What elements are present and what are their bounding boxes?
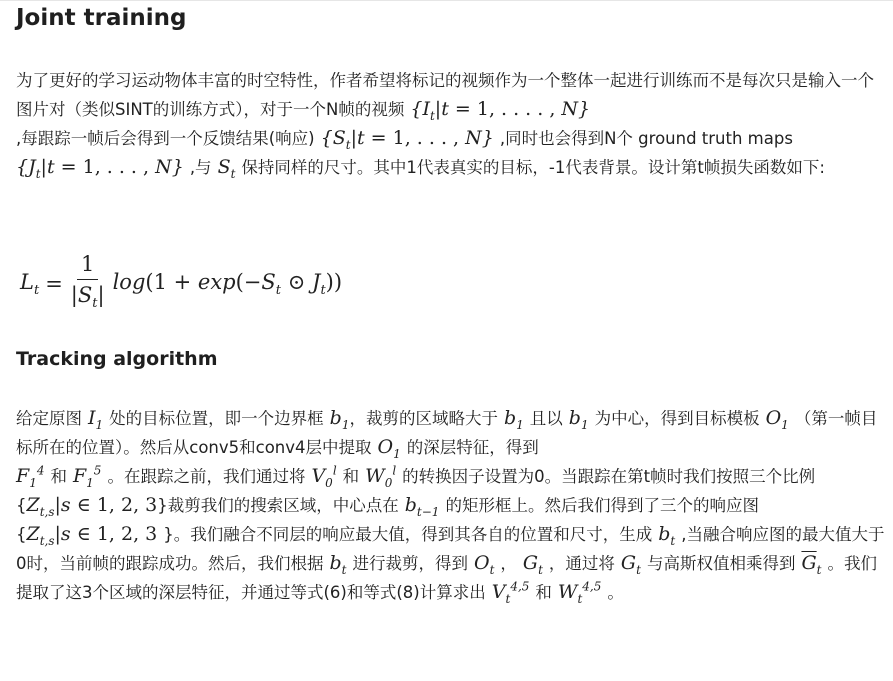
- loss-equation: $L_t$ = $\frac{1}{|S_t|}$ $\log(1 + \exp(-S_t$ ⊙ $J_t$)): [20, 251, 343, 312]
- math-o1: $O_1$: [765, 407, 789, 432]
- math-b1: $b_1$: [503, 407, 524, 432]
- math-wt45: $W_t^{4,5}$: [557, 579, 602, 606]
- text-run: 的矩形框上。然后我们得到了三个的响应图{: [16, 496, 759, 544]
- math-gt: $G_t$: [620, 552, 641, 577]
- text-run: ，通过将: [548, 554, 615, 573]
- text-run: 为了更好的学习运动物体丰富的时空特性，作者希望将标记的视频作为一个整体一起进行训练而不是每次只是输入一个图片对（类似SINT的训练方式），对于一个N帧的视频: [16, 71, 874, 119]
- math-zts-set: $Z_{t,s}|s$ ∈ 1, 2, 3: [26, 523, 158, 548]
- text-run: 且以: [529, 409, 563, 428]
- text-run: ，: [500, 554, 517, 573]
- text-run: ,同时也会得到N个 ground truth maps: [499, 129, 793, 148]
- text-run: 和: [50, 467, 67, 486]
- math-bt: $b_t$: [658, 523, 676, 548]
- math-gt-bar: $\overline{G}_t$: [801, 552, 822, 577]
- joint-training-paragraph: [16, 66, 886, 182]
- math-response-set: {$S_t|t = 1$, . . . , N}: [320, 127, 494, 152]
- text-run: }裁剪我们的搜索区域，中心点在: [157, 496, 399, 515]
- text-run: 。我们提取了这3个区域的深层特征，并通过等式(6)和等式(8)计算求出: [16, 554, 877, 602]
- text-run: ，裁剪的区域略大于: [349, 409, 498, 428]
- text-run: 进行裁剪，得到: [352, 554, 468, 573]
- math-o1: $O_1$: [377, 436, 401, 461]
- text-run: 和: [342, 467, 360, 486]
- math-f14: $F_1^4$: [16, 463, 45, 490]
- text-run: 。: [607, 583, 624, 602]
- math-f15: $F_1^5$: [72, 463, 102, 490]
- math-bt-1: $b_{t-1}$: [404, 494, 440, 519]
- math-v0l: $V_0^l$: [311, 463, 337, 490]
- text-run: ,当融合响应图的最大值大于0时，当前帧的跟踪成功。然后，我们根据: [16, 525, 885, 573]
- text-run: 的深层特征，得到: [406, 438, 539, 457]
- text-run: （第一帧目标所在的位置）。然后从conv5和conv4层中提取: [16, 409, 878, 457]
- text-run: 给定原图: [16, 409, 82, 428]
- math-ot: $O_t$: [474, 552, 495, 577]
- text-run: 与高斯权值相乘得到: [646, 554, 796, 573]
- text-run: 处的目标位置，即一个边界框: [109, 409, 324, 428]
- math-video-set: {$I_t|t = 1$, . . . . , N}: [410, 98, 591, 123]
- text-run: 为中心，得到目标模板: [594, 409, 760, 428]
- section-heading-joint-training: Joint training: [16, 5, 187, 31]
- text-run: 的转换因子设置为0。当跟踪在第t帧时我们按照三个比例{: [16, 467, 816, 515]
- math-gt: $G_t$: [522, 552, 543, 577]
- text-run: 保持同样的尺寸。其中1代表真实的目标，-1代表背景。设计第t帧损失函数如下:: [241, 158, 825, 177]
- math-w0l: $W_0^l$: [365, 463, 397, 490]
- math-st: $S_t$: [217, 156, 236, 181]
- math-b1: $b_1$: [568, 407, 589, 432]
- top-divider: [0, 0, 893, 1]
- math-i1: $I_1$: [88, 407, 104, 432]
- text-run: }。我们融合不同层的响应最大值，得到其各自的位置和尺寸，生成: [163, 525, 653, 544]
- text-run: ,每跟踪一帧后会得到一个反馈结果(响应): [16, 129, 315, 148]
- math-b1: $b_1$: [329, 407, 350, 432]
- math-zts-set: $Z_{t,s}|s$ ∈ 1, 2, 3: [26, 494, 158, 519]
- text-run: ,与: [189, 158, 212, 177]
- math-bt: $b_t$: [329, 552, 347, 577]
- math-vt45: $V_t^{4,5}$: [491, 579, 530, 606]
- tracking-algorithm-paragraph: [16, 404, 886, 607]
- section-heading-tracking-algorithm: Tracking algorithm: [16, 348, 218, 370]
- text-run: 。在跟踪之前，我们通过将: [107, 467, 306, 486]
- math-gt-set: {$J_t|t = 1$, . . . , N}: [16, 156, 184, 181]
- text-run: 和: [535, 583, 552, 602]
